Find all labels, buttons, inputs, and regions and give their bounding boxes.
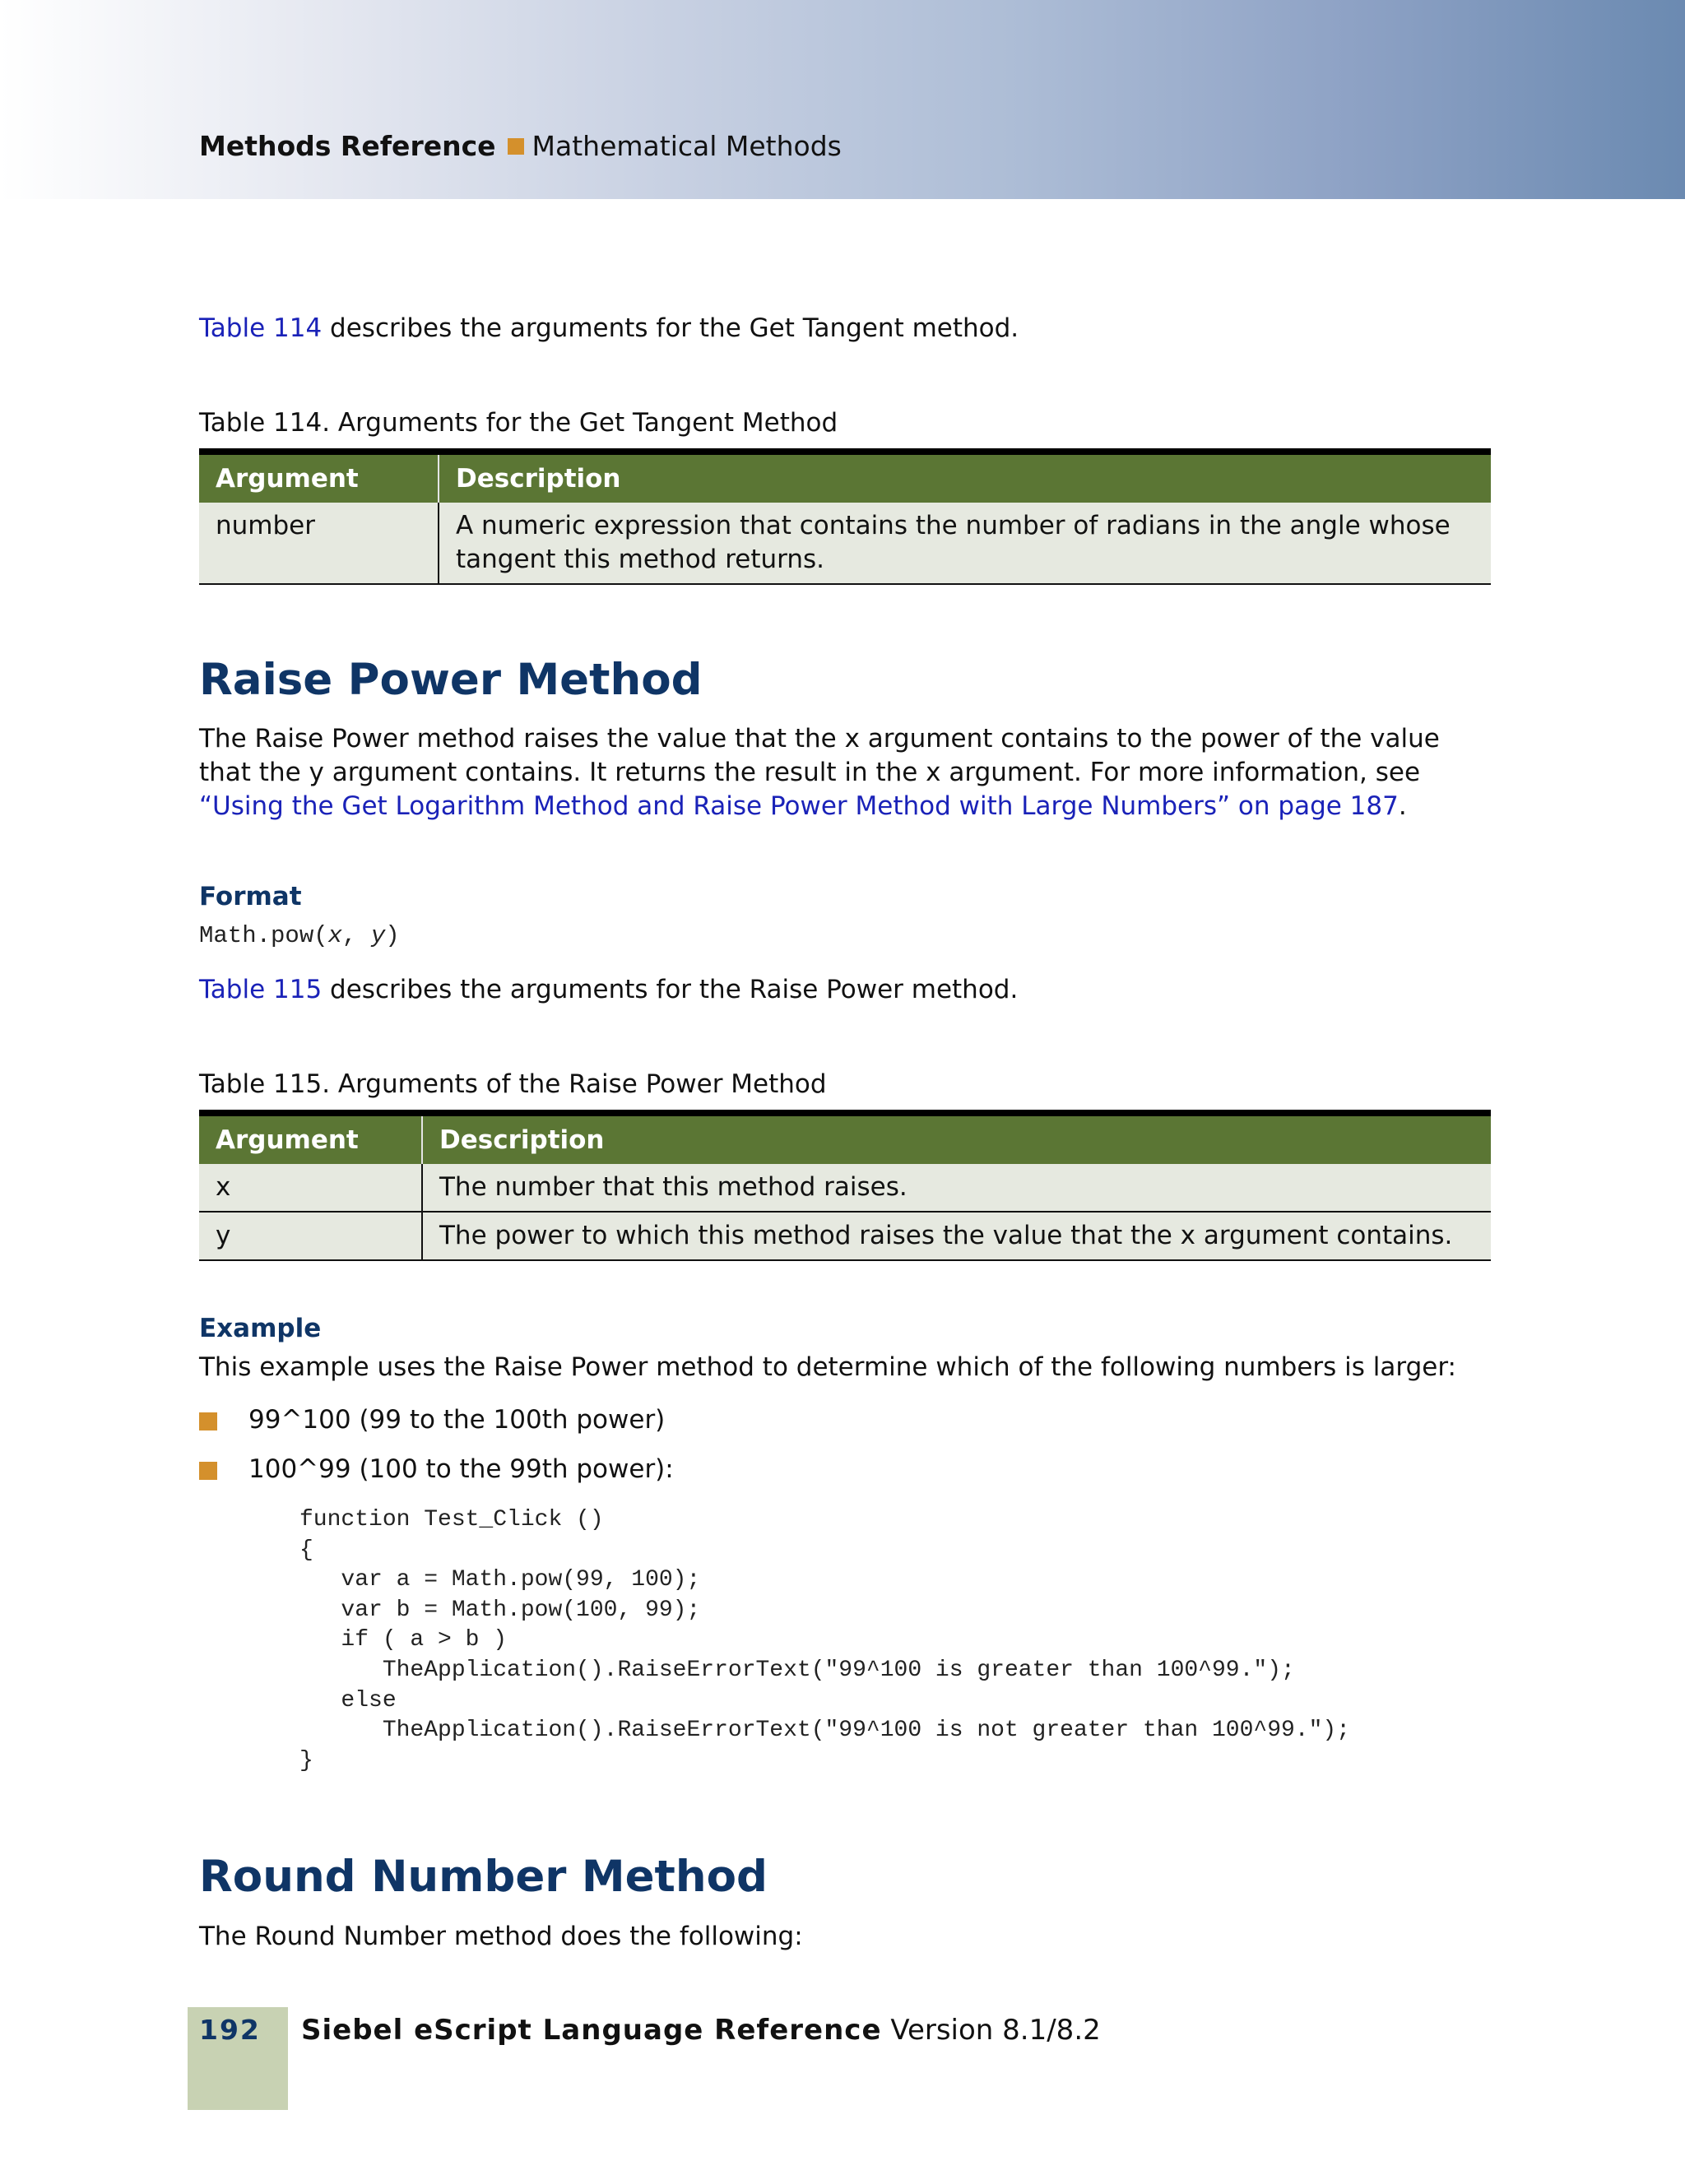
table114-header-argument: Argument	[199, 452, 439, 503]
table115-link[interactable]: Table 115	[199, 975, 323, 1004]
example-text: This example uses the Raise Power method to determine which of the following numbers is larger:	[199, 1352, 1456, 1382]
large-numbers-link[interactable]: “Using the Get Logarithm Method and Raise Power Method with Large Numbers” on page 187	[199, 791, 1399, 821]
square-bullet-icon	[199, 1462, 217, 1480]
format-syntax: Math.pow(x, y)	[199, 922, 400, 949]
running-header	[199, 130, 842, 162]
table114	[199, 448, 1491, 585]
page-number: 192	[199, 2014, 261, 2046]
square-bullet-icon	[199, 1412, 217, 1430]
table115-caption: Table 115. Arguments of the Raise Power Method	[199, 1069, 827, 1099]
raise-power-heading: Raise Power Method	[199, 655, 703, 705]
list-item: 99^100 (99 to the 100th power)	[199, 1403, 1491, 1437]
list-item: 100^99 (100 to the 99th power):	[199, 1453, 1491, 1486]
table114-header-description: Description	[439, 452, 1491, 503]
table-row: number A numeric expression that contains the number of radians in the angle whose tangent this method returns.	[199, 503, 1491, 584]
round-number-text: The Round Number method does the following:	[199, 1922, 803, 1951]
table114-link[interactable]: Table 114	[199, 313, 323, 343]
format-label: Format	[199, 882, 302, 911]
table-row: x The number that this method raises.	[199, 1164, 1491, 1212]
square-bullet-icon	[508, 138, 524, 155]
table115-header-description: Description	[422, 1113, 1491, 1164]
table115-header-argument: Argument	[199, 1113, 422, 1164]
header-section: Methods Reference	[199, 130, 496, 162]
code-example: function Test_Click () { var a = Math.pow(99, 100); var b = Math.pow(100, 99); if ( a > b ) TheApplication().RaiseErrorText("99^100 is greater than 100^99."); else TheApplication().RaiseErrorText("99^100 is not greater than 100^99."); }	[299, 1507, 1351, 1774]
round-number-heading: Round Number Method	[199, 1852, 768, 1902]
intro-table115: Table 115 describes the arguments for the Raise Power method.	[199, 975, 1019, 1004]
intro-table114: Table 114 describes the arguments for the Get Tangent method.	[199, 313, 1019, 343]
raise-power-description: The Raise Power method raises the value that the x argument contains to the power of the value that the y argument contains. It returns the result in the x argument. For more information, see “Using the Get Logarithm Method and Raise Power Method with Large Numbers” on page 187.	[199, 724, 1440, 821]
table-row: y The power to which this method raises the value that the x argument contains.	[199, 1212, 1491, 1260]
header-band	[0, 0, 1685, 199]
example-label: Example	[199, 1314, 322, 1343]
header-subsection: Mathematical Methods	[531, 130, 842, 162]
table114-caption: Table 114. Arguments for the Get Tangent Method	[199, 408, 838, 438]
table115	[199, 1110, 1491, 1261]
footer-title: Siebel eScript Language Reference Version 8.1/8.2	[301, 2014, 1101, 2047]
